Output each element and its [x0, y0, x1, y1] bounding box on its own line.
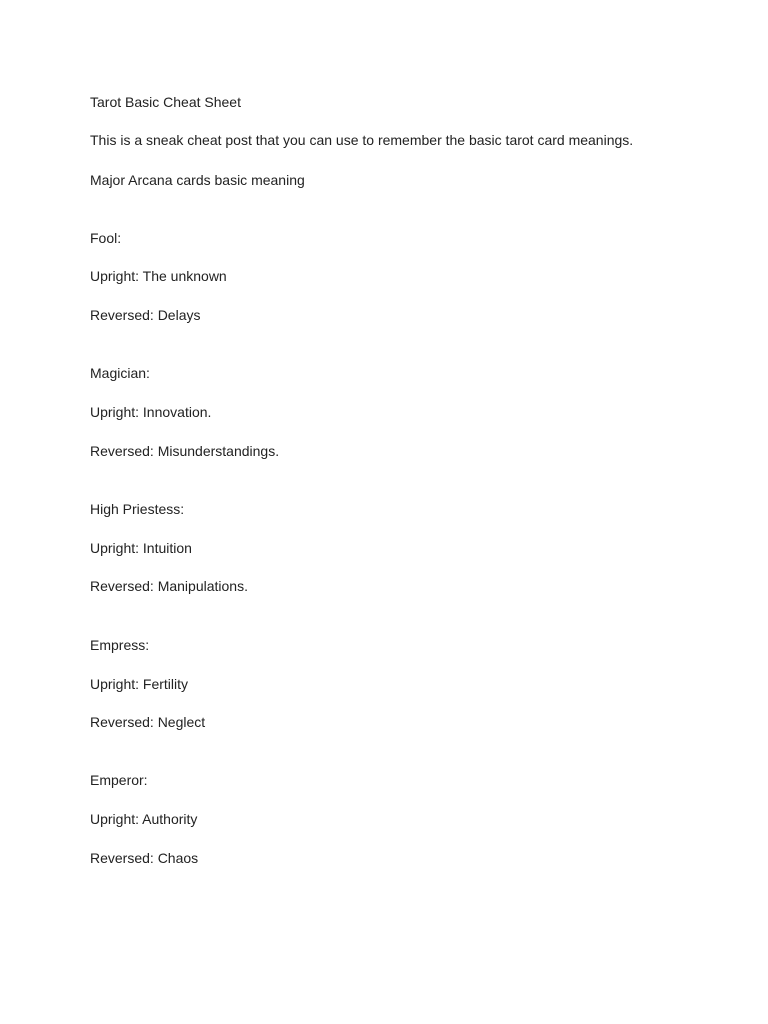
card-reversed-empress: Reversed: Neglect: [90, 714, 206, 730]
card-name-high-priestess: High Priestess:: [90, 501, 185, 517]
card-name-magician: Magician:: [90, 365, 150, 381]
card-reversed-high-priestess: Reversed: Manipulations.: [90, 578, 248, 594]
card-reversed-emperor: Reversed: Chaos: [90, 850, 199, 866]
card-upright-emperor: Upright: Authority: [90, 811, 198, 827]
page-title: Tarot Basic Cheat Sheet: [90, 94, 241, 110]
section-heading: Major Arcana cards basic meaning: [90, 172, 305, 188]
card-name-emperor: Emperor:: [90, 772, 148, 788]
card-upright-high-priestess: Upright: Intuition: [90, 540, 192, 556]
intro-text: This is a sneak cheat post that you can use to remember the basic tarot card meanings.: [90, 132, 634, 148]
card-name-empress: Empress:: [90, 637, 150, 653]
card-upright-fool: Upright: The unknown: [90, 268, 227, 284]
card-upright-empress: Upright: Fertility: [90, 676, 189, 692]
card-upright-magician: Upright: Innovation.: [90, 404, 212, 420]
card-reversed-fool: Reversed: Delays: [90, 307, 201, 323]
card-name-fool: Fool:: [90, 230, 122, 246]
card-reversed-magician: Reversed: Misunderstandings.: [90, 443, 280, 459]
